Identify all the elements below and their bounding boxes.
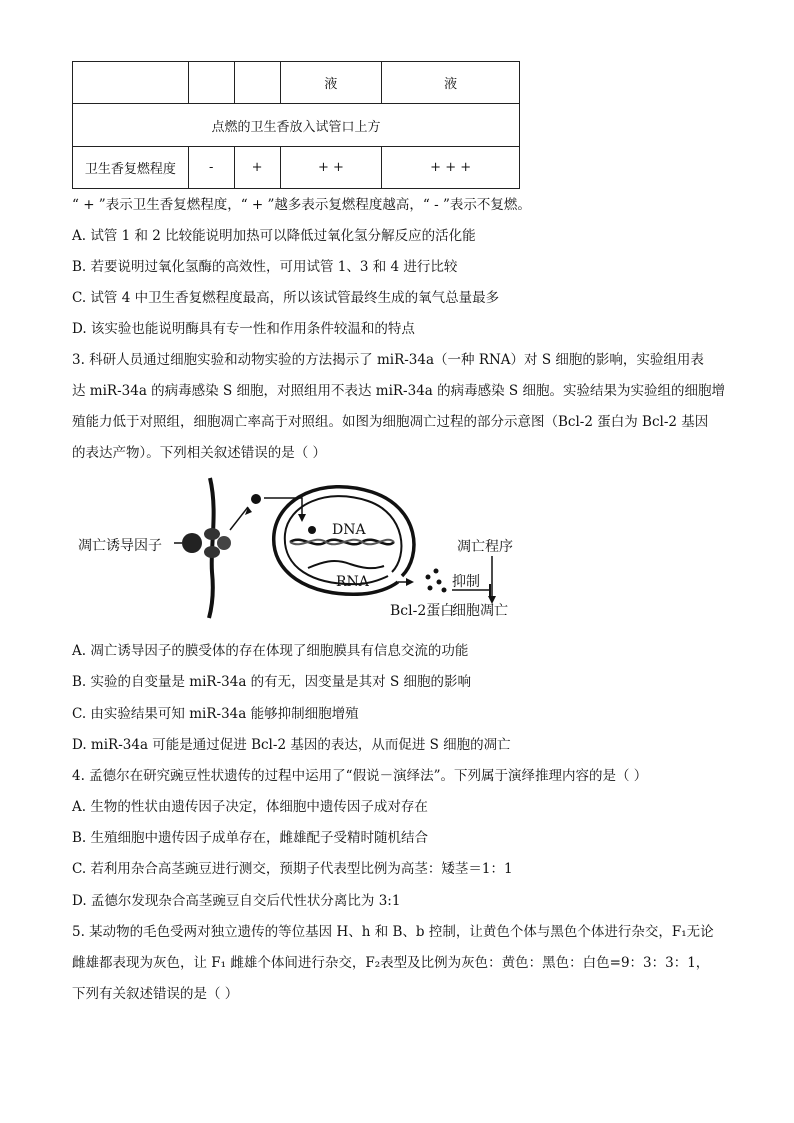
cell-apoptosis-label: 细胞凋亡 (452, 603, 508, 619)
apoptosis-diagram (72, 472, 542, 622)
signal-molecule (251, 494, 261, 504)
experiment-table (72, 61, 520, 189)
question-5-text: 下列有关叙述错误的是（ ） (72, 986, 239, 1002)
question-5-text: 雌雄都表现为灰色，让 F₁ 雌雄个体间进行杂交，F₂表型及比例为灰色：黄色：黑色：白色=9：3：3：1， (72, 955, 710, 971)
table-note: “ + ”表示卫生香复燃程度，“ + ”越多表示复燃程度越高，“ - ”表示不复燃。 (72, 197, 531, 213)
option-a: A. 凋亡诱导因子的膜受体的存在体现了细胞膜具有信息交流的功能 (72, 643, 469, 659)
apoptosis-program-label: 凋亡程序 (457, 539, 513, 555)
inducer-label: 凋亡诱导因子 (78, 538, 162, 554)
question-3-text: 殖能力低于对照组，细胞凋亡率高于对照组。如图为细胞凋亡过程的部分示意图（Bcl-2 蛋白为 Bcl-2 基因 (72, 414, 709, 430)
table-row (73, 104, 520, 147)
question-3-text: 达 miR-34a 的病毒感染 S 细胞，对照组用不表达 miR-34a 的病毒感染 S 细胞。实验结果为实验组的细胞增 (72, 383, 725, 399)
option-d: D. 该实验也能说明酶具有专一性和作用条件较温和的特点 (72, 321, 415, 337)
signal-arrow (230, 507, 248, 530)
table-cell: + (234, 147, 280, 189)
table-cell: - (188, 147, 234, 189)
table-cell (234, 62, 280, 104)
option-b: B. 若要说明过氧化氢酶的高效性，可用试管 1、3 和 4 进行比较 (72, 259, 458, 275)
table-merged-cell: 点燃的卫生香放入试管口上方 (73, 104, 520, 147)
option-c: C. 由实验结果可知 miR-34a 能够抑制细胞增殖 (72, 706, 359, 722)
table-cell: + + + (382, 147, 520, 189)
option-c: C. 若利用杂合高茎豌豆进行测交，预期子代表型比例为高茎：矮茎＝1：1 (72, 861, 513, 877)
table-cell: 液 (280, 62, 382, 104)
table-cell: + + (280, 147, 382, 189)
table-cell (73, 62, 189, 104)
option-d: D. miR-34a 可能是通过促进 Bcl-2 基因的表达，从而促进 S 细胞的凋亡 (72, 737, 511, 753)
option-a: A. 生物的性状由遗传因子决定，体细胞中遗传因子成对存在 (72, 799, 428, 815)
question-5-text: 5. 某动物的毛色受两对独立遗传的等位基因 H、h 和 B、b 控制，让黄色个体与黑色个体进行杂交，F₁无论 (72, 924, 714, 940)
dna-label: DNA (332, 522, 366, 538)
option-b: B. 实验的自变量是 miR-34a 的有无，因变量是其对 S 细胞的影响 (72, 674, 471, 690)
question-3-text: 3. 科研人员通过细胞实验和动物实验的方法揭示了 miR-34a（一种 RNA）对 S 细胞的影响，实验组用表 (72, 352, 704, 368)
rna-strand (308, 561, 384, 568)
table-row (73, 147, 520, 189)
factor-dot (308, 526, 316, 534)
membrane-receptor (174, 528, 231, 558)
option-b: B. 生殖细胞中遗传因子成单存在，雌雄配子受精时随机结合 (72, 830, 429, 846)
bcl2-protein-dots (426, 569, 447, 593)
option-a: A. 试管 1 和 2 比较能说明加热可以降低过氧化氢分解反应的活化能 (72, 228, 476, 244)
table-row (73, 62, 520, 104)
question-3-text: 的表达产物）。下列相关叙述错误的是（ ） (72, 445, 327, 461)
inhibit-label: 抑制 (452, 574, 480, 590)
rna-label: RNA (336, 574, 369, 590)
option-c: C. 试管 4 中卫生香复燃程度最高，所以该试管最终生成的氧气总量最多 (72, 290, 500, 306)
bcl2-protein-label: Bcl-2蛋白 (390, 603, 455, 619)
option-d: D. 孟德尔发现杂合高茎豌豆自交后代性状分离比为 3:1 (72, 893, 401, 909)
table-cell (188, 62, 234, 104)
table-cell: 液 (382, 62, 520, 104)
question-4-text: 4. 孟德尔在研究豌豆性状遗传的过程中运用了“假说－演绎法”。下列属于演绎推理内容的是（ ） (72, 768, 648, 784)
table-row-label: 卫生香复燃程度 (73, 147, 189, 189)
